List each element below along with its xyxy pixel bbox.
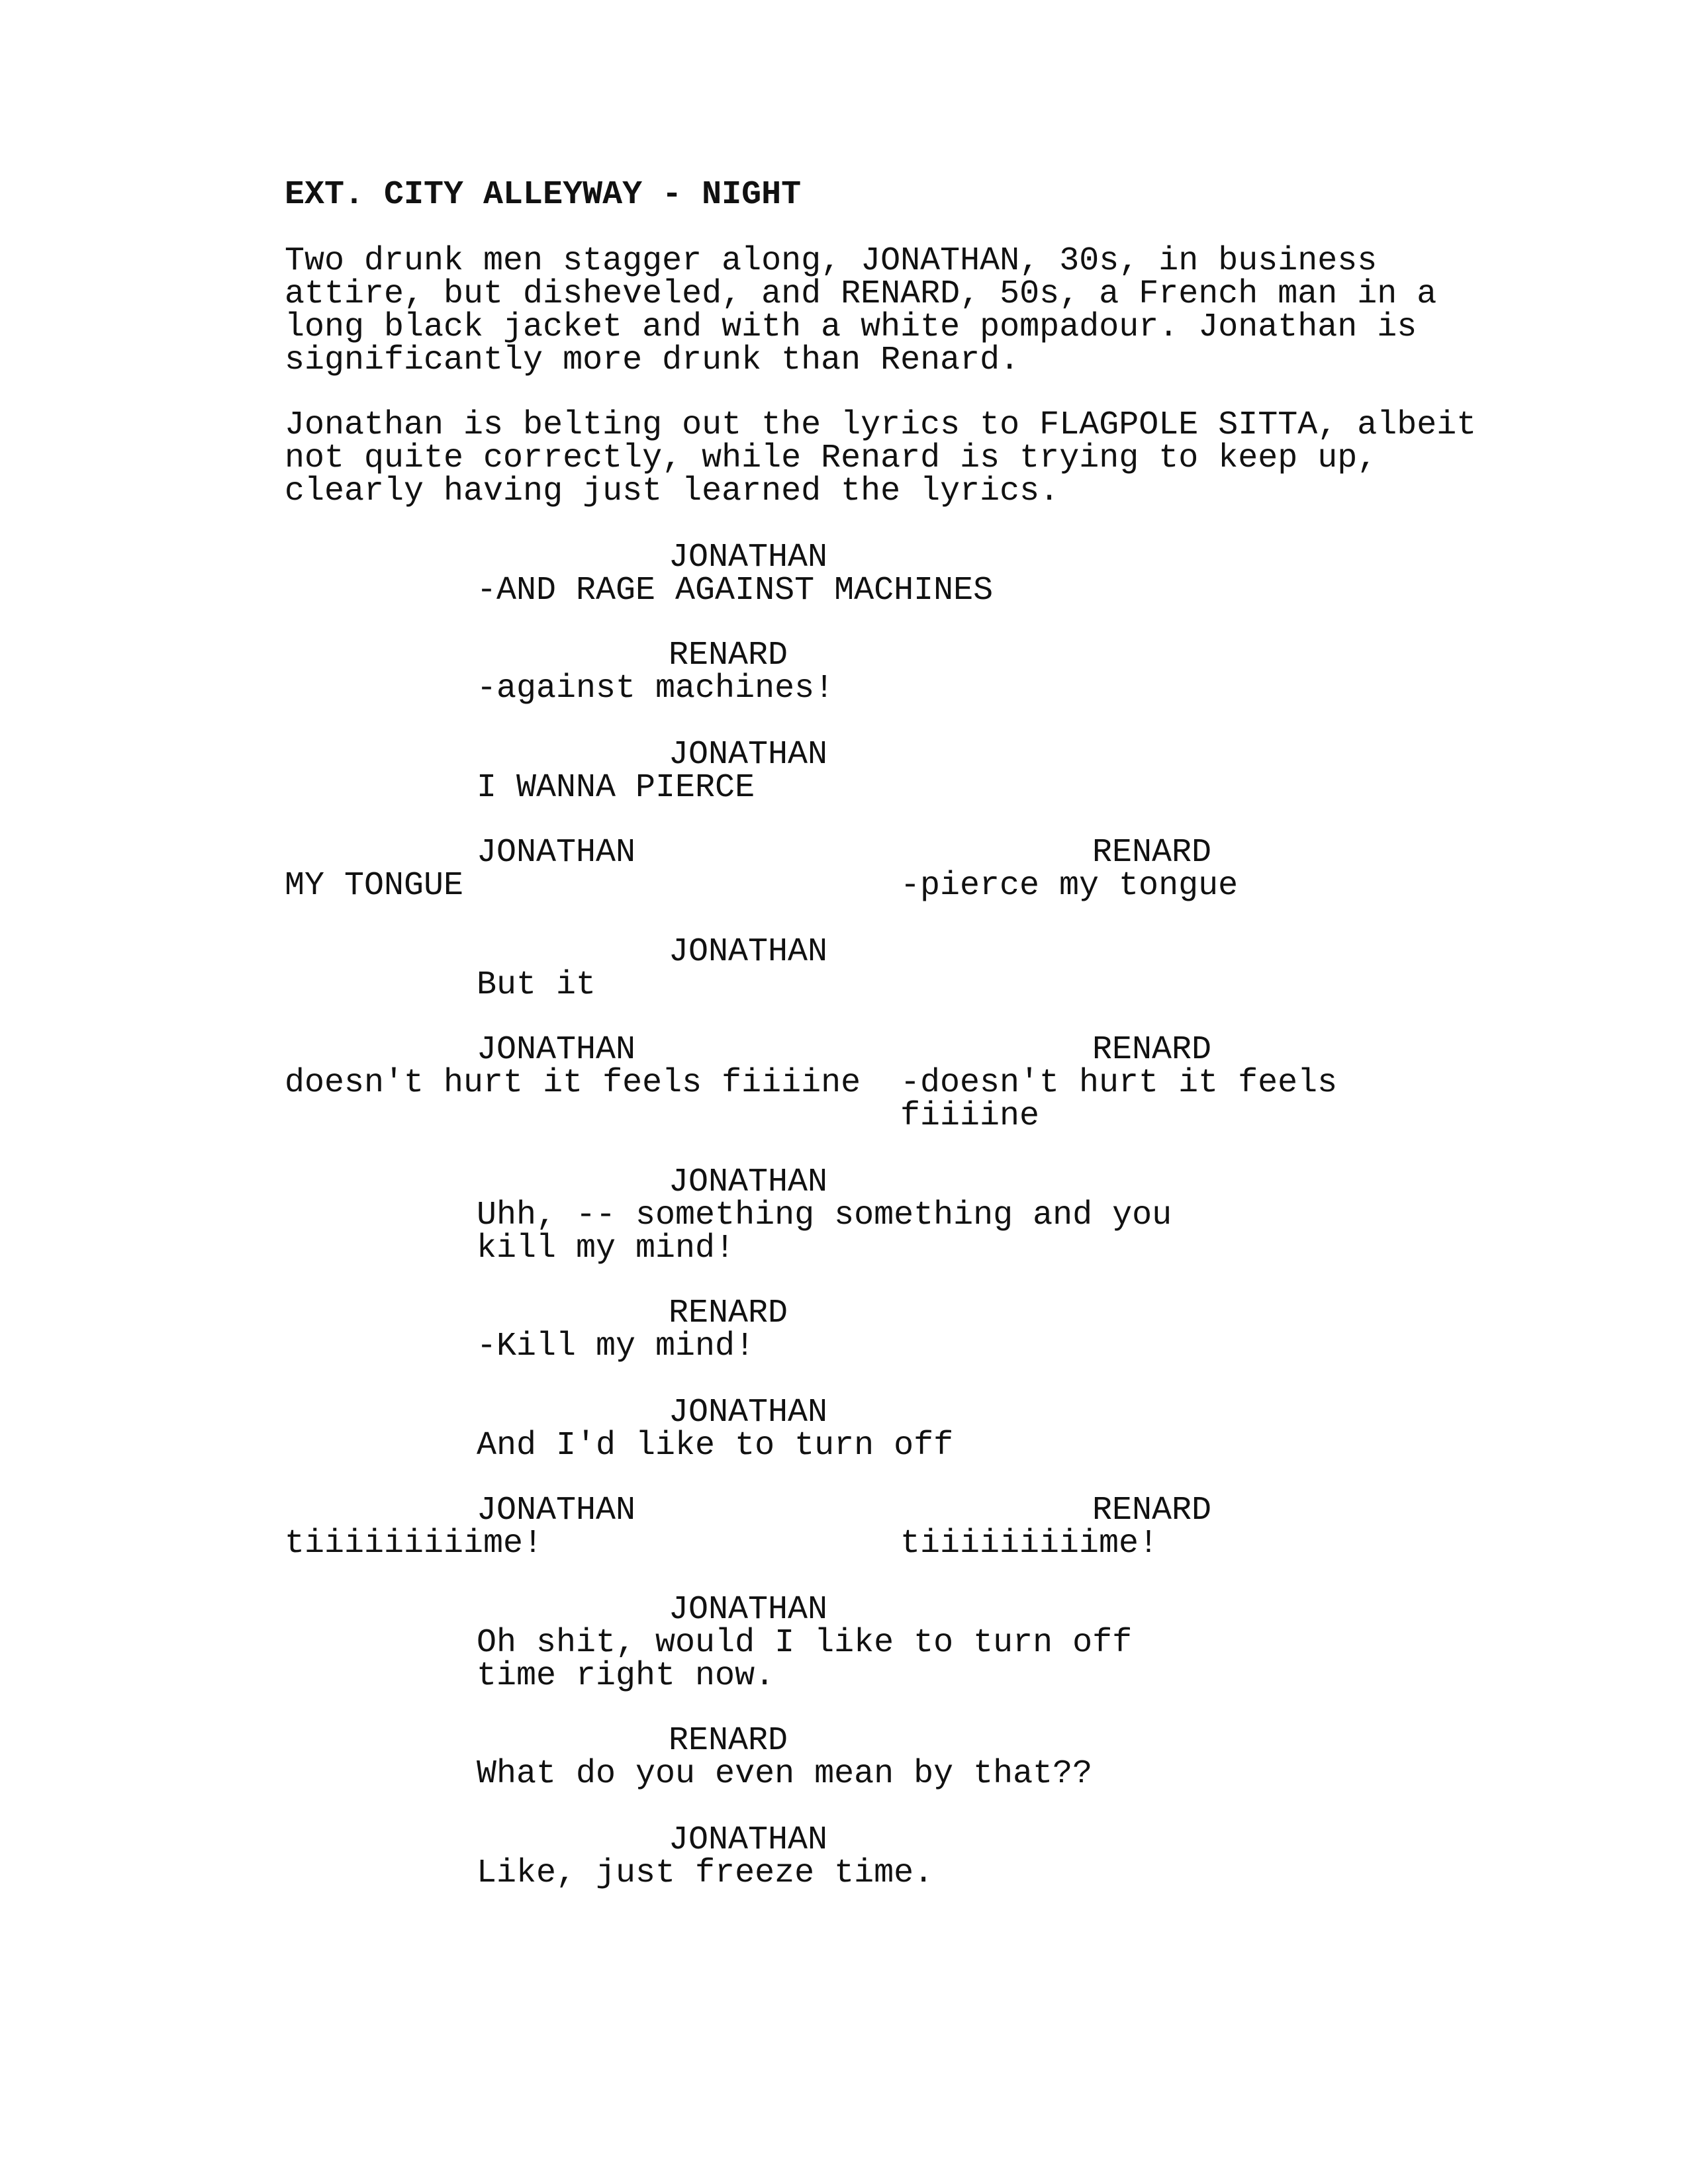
dual-character-cue-left: JONATHAN — [477, 1492, 636, 1529]
dialogue-line: What do you even mean by that?? — [477, 1755, 1093, 1793]
action-line: significantly more drunk than Renard. — [285, 341, 1020, 379]
action-line: clearly having just learned the lyrics. — [285, 473, 1060, 510]
dialogue-line: time right now. — [477, 1657, 775, 1695]
dialogue-line: -against machines! — [477, 670, 835, 707]
character-cue: JONATHAN — [669, 1821, 828, 1859]
dual-character-cue-left: JONATHAN — [477, 834, 636, 872]
action-line: attire, but disheveled, and RENARD, 50s, a French man in a — [285, 275, 1437, 313]
dual-dialogue-line-right: -pierce my tongue — [900, 867, 1239, 905]
scene-heading: EXT. CITY ALLEYWAY - NIGHT — [285, 176, 802, 214]
character-cue: RENARD — [669, 1295, 788, 1332]
character-cue: JONATHAN — [669, 933, 828, 971]
dual-dialogue-line-left: tiiiiiiiiime! — [285, 1525, 543, 1563]
dual-dialogue-line-left: doesn't hurt it feels fiiiine — [285, 1064, 861, 1102]
dual-dialogue-line-right: -doesn't hurt it feels — [900, 1064, 1338, 1102]
character-cue: RENARD — [669, 637, 788, 674]
character-cue: JONATHAN — [669, 539, 828, 576]
dialogue-line: -AND RAGE AGAINST MACHINES — [477, 572, 994, 610]
dual-character-cue-right: RENARD — [1092, 1031, 1212, 1069]
character-cue: RENARD — [669, 1722, 788, 1760]
dual-character-cue-right: RENARD — [1092, 834, 1212, 872]
character-cue: JONATHAN — [669, 736, 828, 774]
dialogue-line: kill my mind! — [477, 1230, 735, 1267]
dual-character-cue-left: JONATHAN — [477, 1031, 636, 1069]
dual-dialogue-line-right: fiiiine — [900, 1097, 1040, 1135]
character-cue: JONATHAN — [669, 1394, 828, 1432]
dialogue-line: -Kill my mind! — [477, 1328, 755, 1365]
dialogue-line: And I'd like to turn off — [477, 1427, 954, 1465]
action-line: Two drunk men stagger along, JONATHAN, 30s, in business — [285, 242, 1378, 280]
character-cue: JONATHAN — [669, 1163, 828, 1201]
action-line: Jonathan is belting out the lyrics to FLAGPOLE SITTA, albeit — [285, 406, 1477, 444]
dual-dialogue-line-right: tiiiiiiiiime! — [900, 1525, 1159, 1563]
dialogue-line: Oh shit, would I like to turn off — [477, 1624, 1133, 1662]
dual-character-cue-right: RENARD — [1092, 1492, 1212, 1529]
action-line: not quite correctly, while Renard is trying to keep up, — [285, 439, 1378, 477]
character-cue: JONATHAN — [669, 1591, 828, 1629]
dialogue-line: But it — [477, 966, 596, 1004]
dialogue-line: Uhh, -- something something and you — [477, 1197, 1172, 1234]
dialogue-line: I WANNA PIERCE — [477, 769, 755, 807]
action-line: long black jacket and with a white pompadour. Jonathan is — [285, 308, 1417, 346]
dialogue-line: Like, just freeze time. — [477, 1854, 934, 1892]
dual-dialogue-line-left: MY TONGUE — [285, 867, 464, 905]
